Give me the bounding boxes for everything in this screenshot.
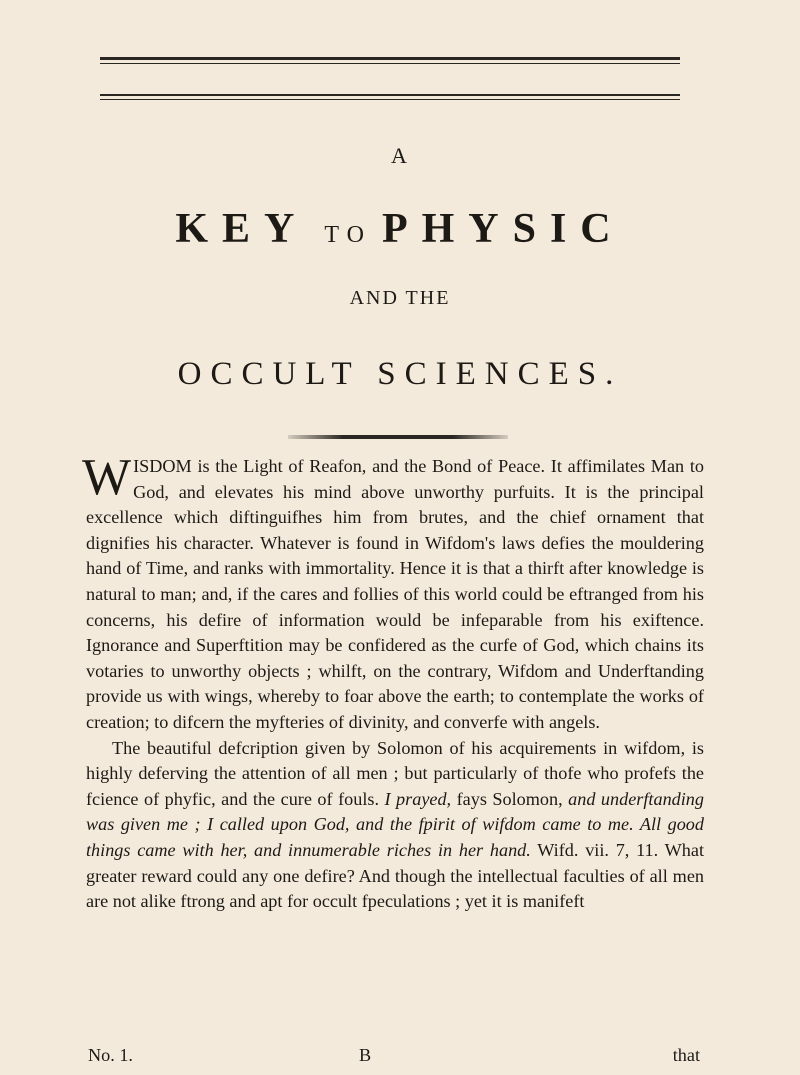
issue-number: No. 1.	[88, 1045, 133, 1065]
title-article: A	[391, 143, 409, 168]
title-word-to: TO	[324, 222, 372, 248]
paragraph-1	[82, 449, 704, 736]
paragraph-2-mid: fays Solomon,	[451, 788, 569, 809]
catchword: that	[672, 1045, 700, 1065]
page-footer	[88, 1045, 700, 1071]
top-ornamental-rule	[100, 57, 680, 60]
section-divider	[288, 435, 508, 439]
paragraph-1-text: ISDOM is the Light of Reafon, and the Bond of Peace. It affimilates Man to God, and elevates his mind above unworthy purfuits. It is the principal excellence which diftinguifhes him from brutes, and the chief ornament that dignifies his character. Whatever is found in Wifdom's laws defies the mouldering hand of Time, and ranks with immortality. Hence it is that a thirft after knowledge is natural to man; and, if the cares and follies of this world could be eftranged from his concerns, his defire of information would be infeparable from his exiftence. Ignorance and Superftition may be confidered as the curfe of God, which chains its votaries to unworthy objects ; whilft, on the contrary, Wifdom and Underftanding provide us with wings, whereby to foar above the earth; to contemplate the works of creation; to difcern the myfteries of divinity, and converfe with angels.	[86, 456, 704, 732]
page-title	[0, 205, 800, 253]
paragraph-2-end: Wifd. vii. 7, 11. What greater reward could any one defire? And though the intellectual faculties of all men are not alike ftrong and apt for occult fpeculations ; yet it is manifeft	[86, 839, 704, 912]
title-word-physic: PHYSIC	[381, 206, 625, 252]
title-and-the: AND THE	[349, 287, 451, 309]
second-ornamental-rule-thin	[100, 99, 680, 100]
second-ornamental-rule	[100, 94, 680, 96]
drop-cap: W	[82, 449, 132, 506]
title-word-key: KEY	[175, 206, 309, 252]
paragraph-2	[86, 736, 704, 915]
page-subtitle: OCCULT SCIENCES.	[177, 356, 623, 392]
body-text	[82, 449, 704, 915]
signature-mark: B	[359, 1045, 372, 1065]
top-ornamental-rule-thin	[100, 63, 680, 64]
quote-wisdom: and underftanding was given me ; I called upon God, and the fpirit of wifdom came to me. All good things came with her, and innumerable riches in her hand.	[86, 788, 704, 860]
paragraph-2-start: The beautiful defcription given by Solomon of his acquirements in wifdom, is highly deferving the attention of all men ; but particularly of thofe who profefs the fcience of phyfic, and the cure of fouls.	[86, 737, 704, 809]
quote-i-prayed: I prayed,	[384, 788, 452, 809]
